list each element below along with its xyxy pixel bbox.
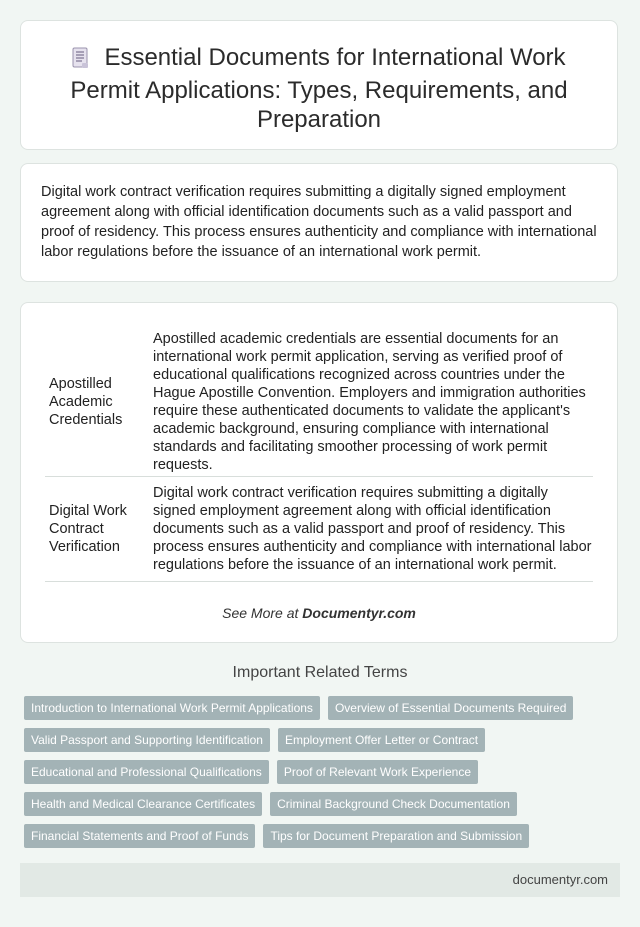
footer-site[interactable]: documentyr.com	[512, 872, 608, 887]
page-title: Essential Documents for International Work Permit Applications: Types, Requirements, and Preparation	[70, 44, 568, 133]
title-card	[20, 20, 618, 150]
related-term-tag[interactable]: Valid Passport and Supporting Identification	[24, 728, 270, 752]
related-term-tag[interactable]: Educational and Professional Qualifications	[24, 760, 269, 784]
tag-row	[24, 760, 614, 784]
page-title-block	[41, 43, 597, 134]
intro-card	[20, 163, 618, 282]
table-row	[45, 477, 593, 582]
related-term-tag[interactable]: Introduction to International Work Permit Applications	[24, 696, 320, 720]
footer	[20, 863, 620, 897]
related-term-tag[interactable]: Employment Offer Letter or Contract	[278, 728, 485, 752]
term-cell: Digital Work Contract Verification	[45, 477, 149, 582]
see-more-prefix: See More at	[222, 605, 303, 621]
related-terms-title: Important Related Terms	[232, 664, 408, 681]
related-term-tag[interactable]: Tips for Document Preparation and Submission	[263, 824, 529, 848]
description-cell: Apostilled academic credentials are essential documents for an international work permit application, serving as verified proof of educational qualifications recognized across countries under the Hague Apostille Convention. Employers and immigration authorities require these authenticated documents to validate the applicant's academic background, ensuring compliance with international standards and facilitating smoother processing of work permit requests.	[149, 328, 593, 477]
tag-row	[24, 824, 614, 848]
term-cell: Apostilled Academic Credentials	[45, 328, 149, 477]
see-more-link[interactable]	[21, 605, 617, 621]
related-term-tag[interactable]: Overview of Essential Documents Required	[328, 696, 573, 720]
tag-row	[24, 728, 614, 752]
description-cell: Digital work contract verification requires submitting a digitally signed employment agreement along with official identification documents such as a valid passport and proof of residency. This process ensures authenticity and compliance with international labor regulations before the issuance of an international work permit.	[149, 477, 593, 582]
intro-text: Digital work contract verification requires submitting a digitally signed employment agreement along with official identification documents such as a valid passport and proof of residency. This process ensures authenticity and compliance with international labor regulations before the issuance of an international work permit.	[41, 184, 597, 260]
related-term-tag[interactable]: Health and Medical Clearance Certificates	[24, 792, 262, 816]
table-row	[45, 328, 593, 477]
related-term-tag[interactable]: Proof of Relevant Work Experience	[277, 760, 478, 784]
tag-row	[24, 792, 614, 816]
see-more-site[interactable]: Documentyr.com	[302, 605, 416, 621]
documents-table	[45, 328, 593, 582]
related-term-tag[interactable]: Criminal Background Check Documentation	[270, 792, 517, 816]
related-term-tag[interactable]: Financial Statements and Proof of Funds	[24, 824, 255, 848]
document-icon	[72, 47, 90, 76]
tag-row	[24, 696, 614, 720]
related-terms-list	[24, 696, 614, 856]
documents-table-card	[20, 302, 618, 643]
